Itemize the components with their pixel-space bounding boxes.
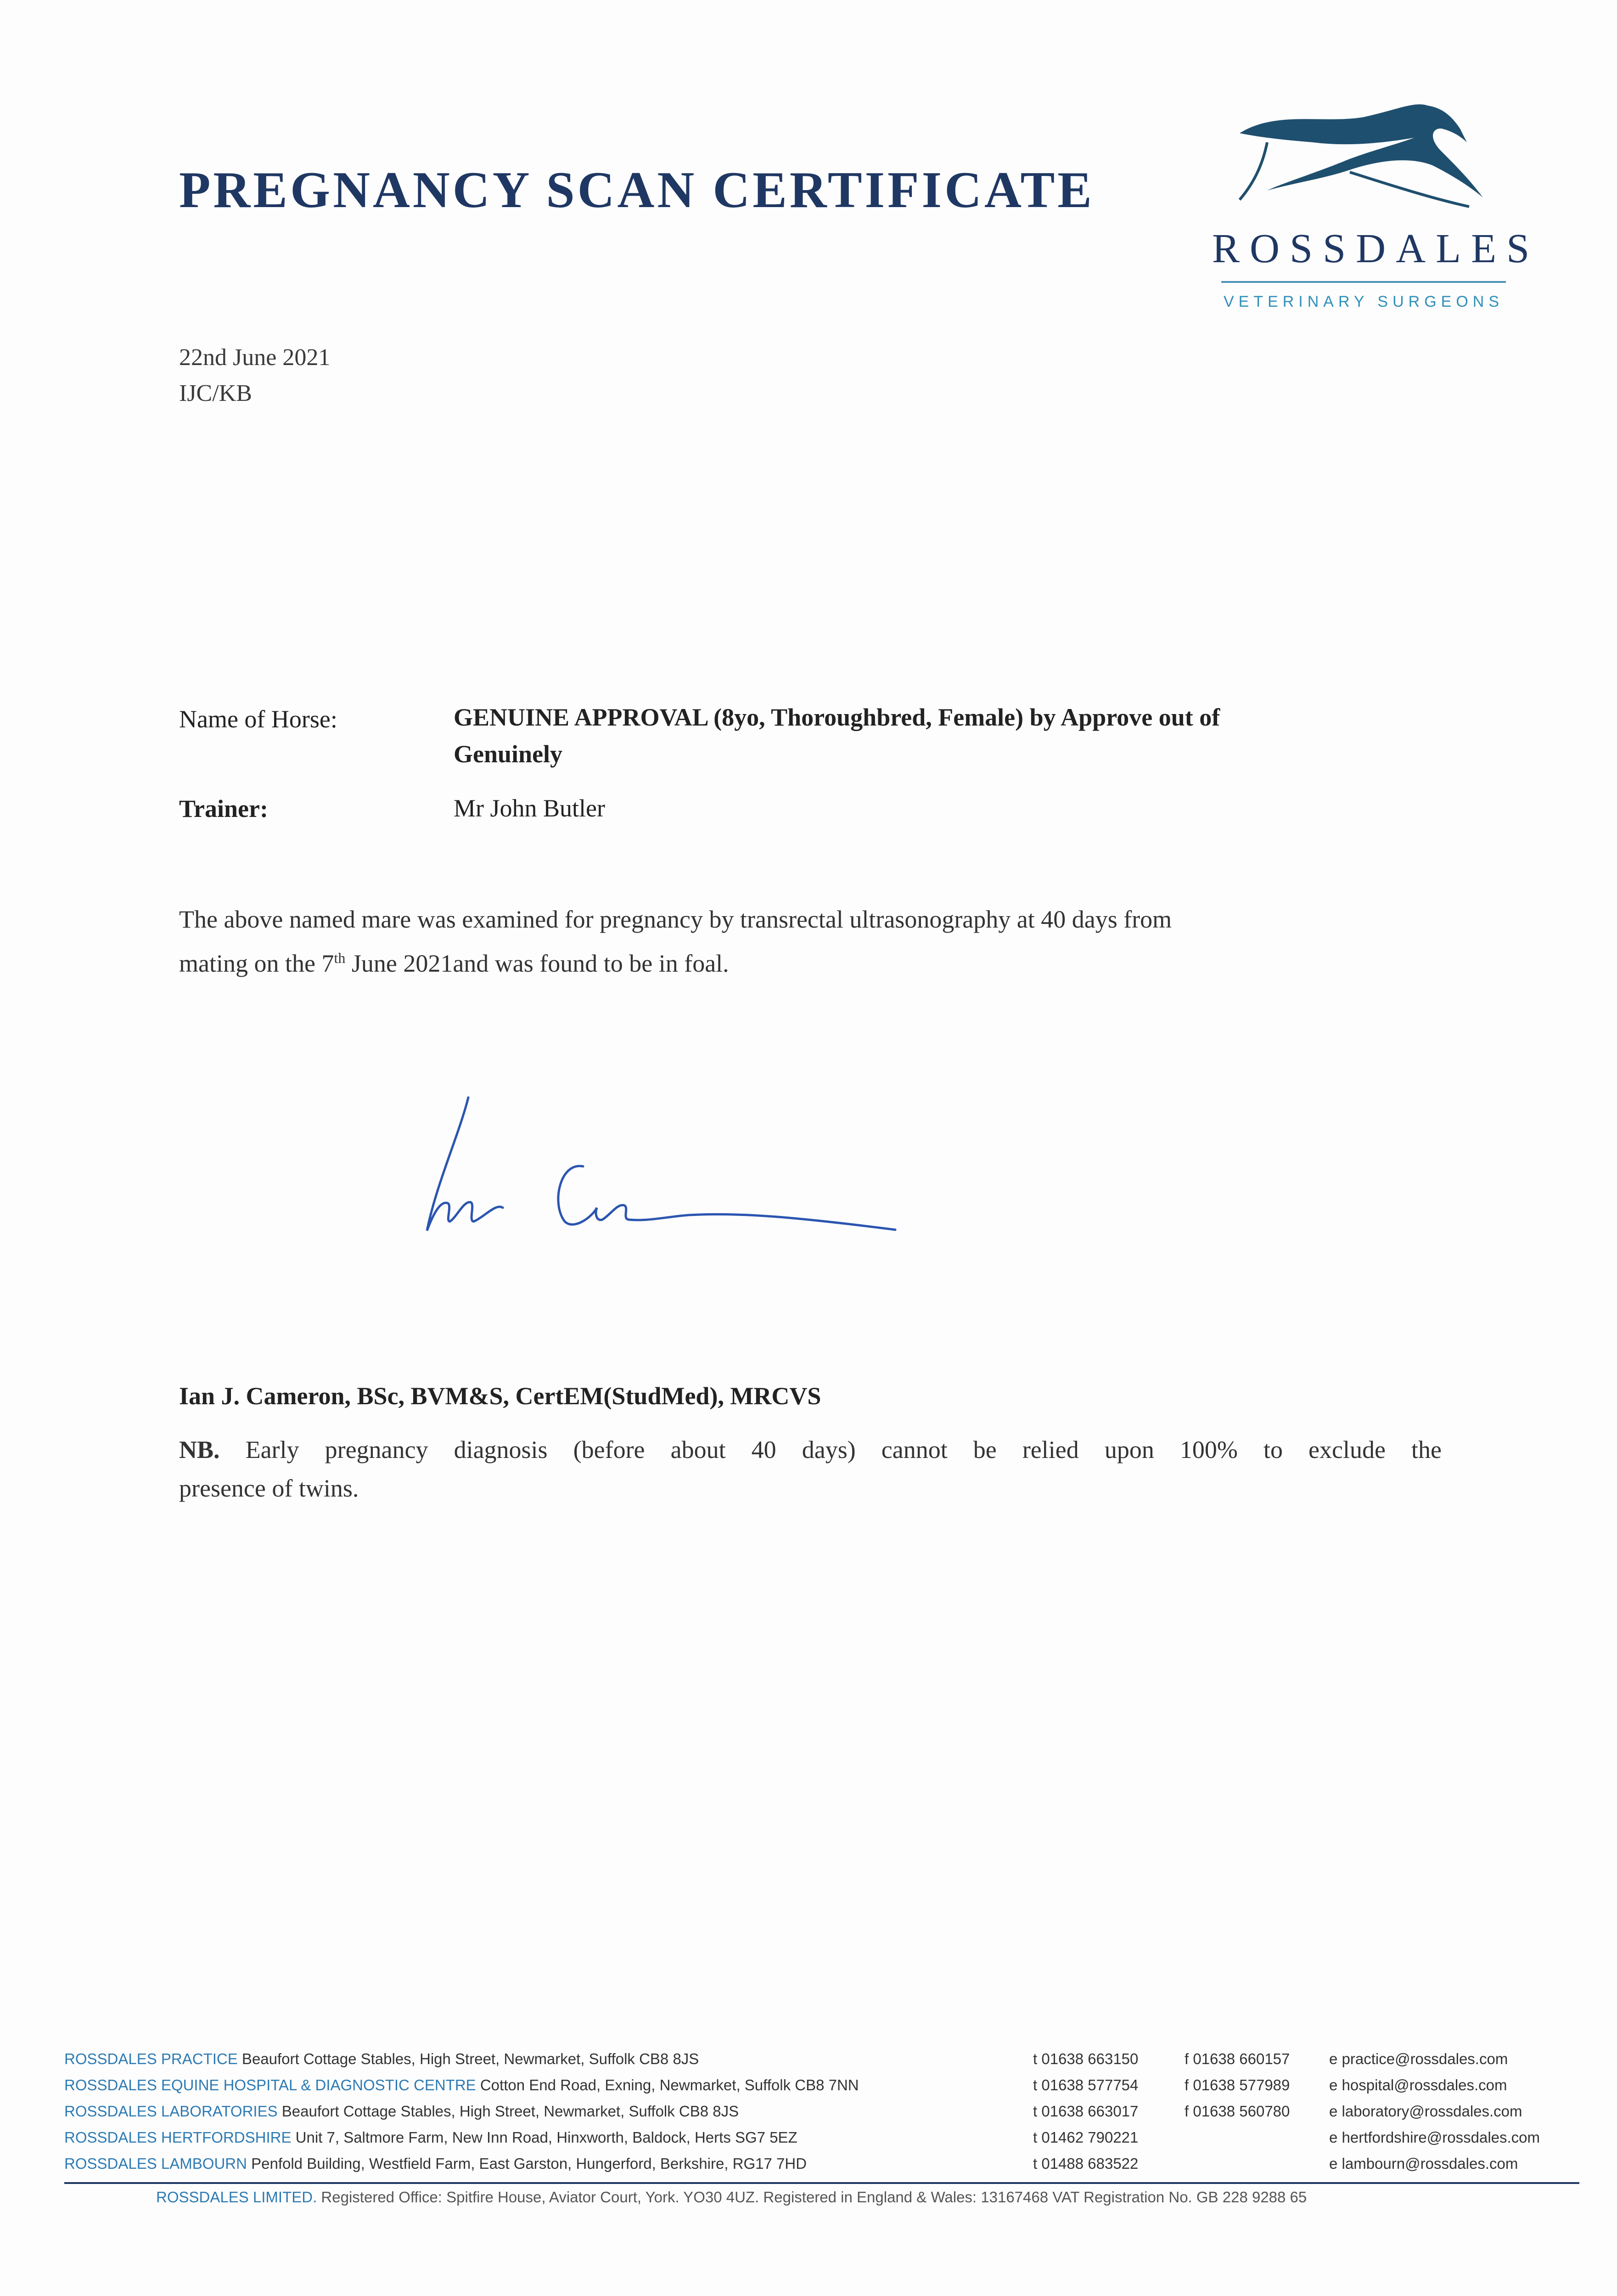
footer-tel: t 01638 663017 bbox=[1033, 2103, 1139, 2120]
nb-line-1-text: Early pregnancy diagnosis (before about 40 days) cannot be relied upon 100% to exclude the bbox=[219, 1436, 1442, 1463]
footer-email: e hospital@rossdales.com bbox=[1329, 2077, 1507, 2093]
footer-row bbox=[64, 2050, 699, 2068]
horse-value-line-1: GENUINE APPROVAL (8yo, Thoroughbred, Female) by Approve out of bbox=[454, 703, 1220, 731]
footer-fax: f 01638 560780 bbox=[1185, 2103, 1290, 2120]
footer-tel: t 01462 790221 bbox=[1033, 2129, 1139, 2146]
letter-reference: IJC/KB bbox=[179, 380, 252, 406]
footer-hospital-address: Cotton End Road, Exning, Newmarket, Suffolk CB8 7NN bbox=[476, 2077, 859, 2093]
footer-tel: t 01488 683522 bbox=[1033, 2155, 1139, 2172]
footer-lambourn-address: Penfold Building, Westfield Farm, East Garston, Hungerford, Berkshire, RG17 7HD bbox=[247, 2155, 807, 2172]
nb-line-2: presence of twins. bbox=[179, 1474, 359, 1502]
statement-line-1: The above named mare was examined for pregnancy by transrectal ultrasonography at 40 days from bbox=[179, 906, 1172, 933]
nb-label: NB. bbox=[179, 1436, 220, 1463]
footer-fax: f 01638 577989 bbox=[1185, 2077, 1290, 2093]
footer-email: e lambourn@rossdales.com bbox=[1329, 2155, 1518, 2172]
footer-tel: t 01638 663150 bbox=[1033, 2050, 1139, 2067]
footer-divider bbox=[64, 2182, 1579, 2184]
examination-statement bbox=[179, 900, 1465, 983]
statement-line-2-end: June 2021and was found to be in foal. bbox=[345, 950, 729, 977]
brand-subtitle: VETERINARY SURGEONS bbox=[1223, 293, 1504, 310]
footer-row bbox=[64, 2103, 739, 2120]
horse-value-line-2: Genuinely bbox=[454, 740, 563, 768]
horse-value bbox=[454, 699, 1372, 772]
footer-laboratories-address: Beaufort Cottage Stables, High Street, Newmarket, Suffolk CB8 8JS bbox=[277, 2103, 739, 2120]
ordinal-suffix: th bbox=[334, 950, 346, 966]
footer-hertfordshire-address: Unit 7, Saltmore Farm, New Inn Road, Hinxworth, Baldock, Herts SG7 5EZ bbox=[291, 2129, 797, 2146]
letter-meta bbox=[179, 340, 330, 411]
footer-laboratories-name: ROSSDALES LABORATORIES bbox=[64, 2103, 278, 2120]
trainer-value: Mr John Butler bbox=[454, 794, 605, 822]
nb-line-1 bbox=[179, 1430, 1442, 1469]
footer-fax: f 01638 660157 bbox=[1185, 2050, 1290, 2067]
footer-practice-name: ROSSDALES PRACTICE bbox=[64, 2050, 238, 2067]
brand-name: ROSSDALES bbox=[1212, 226, 1540, 271]
footer-email: e hertfordshire@rossdales.com bbox=[1329, 2129, 1540, 2146]
statement-line-2-start: mating on the 7 bbox=[179, 950, 334, 977]
footer-practice-address: Beaufort Cottage Stables, High Street, Newmarket, Suffolk CB8 8JS bbox=[237, 2050, 699, 2067]
certificate-title: PREGNANCY SCAN CERTIFICATE bbox=[179, 162, 1095, 219]
footer-tel: t 01638 577754 bbox=[1033, 2077, 1139, 2093]
footer-lambourn-name: ROSSDALES LAMBOURN bbox=[64, 2155, 247, 2172]
footer-row bbox=[64, 2077, 859, 2094]
footer-legal-name: ROSSDALES LIMITED. bbox=[156, 2189, 317, 2206]
footer-hospital-name: ROSSDALES EQUINE HOSPITAL & DIAGNOSTIC CENTRE bbox=[64, 2077, 476, 2093]
footer-legal bbox=[156, 2189, 1488, 2206]
horse-label: Name of Horse: bbox=[179, 705, 337, 733]
nb-note bbox=[179, 1430, 1442, 1508]
signature bbox=[390, 1084, 918, 1258]
footer-email: e laboratory@rossdales.com bbox=[1329, 2103, 1522, 2120]
signatory-name: Ian J. Cameron, BSc, BVM&S, CertEM(StudMed), MRCVS bbox=[179, 1382, 821, 1410]
footer-row bbox=[64, 2155, 807, 2172]
footer-row bbox=[64, 2129, 797, 2146]
trainer-label: Trainer: bbox=[179, 795, 268, 822]
footer-hertfordshire-name: ROSSDALES HERTFORDSHIRE bbox=[64, 2129, 292, 2146]
footer-legal-text: Registered Office: Spitfire House, Aviator Court, York. YO30 4UZ. Registered in England & Wales: 13167468 VAT Registration No. GB 228 9288 65 bbox=[317, 2189, 1307, 2206]
footer-email: e practice@rossdales.com bbox=[1329, 2050, 1508, 2067]
statement-line-2 bbox=[179, 939, 1465, 983]
brand-divider bbox=[1221, 281, 1506, 283]
letter-date: 22nd June 2021 bbox=[179, 344, 331, 371]
